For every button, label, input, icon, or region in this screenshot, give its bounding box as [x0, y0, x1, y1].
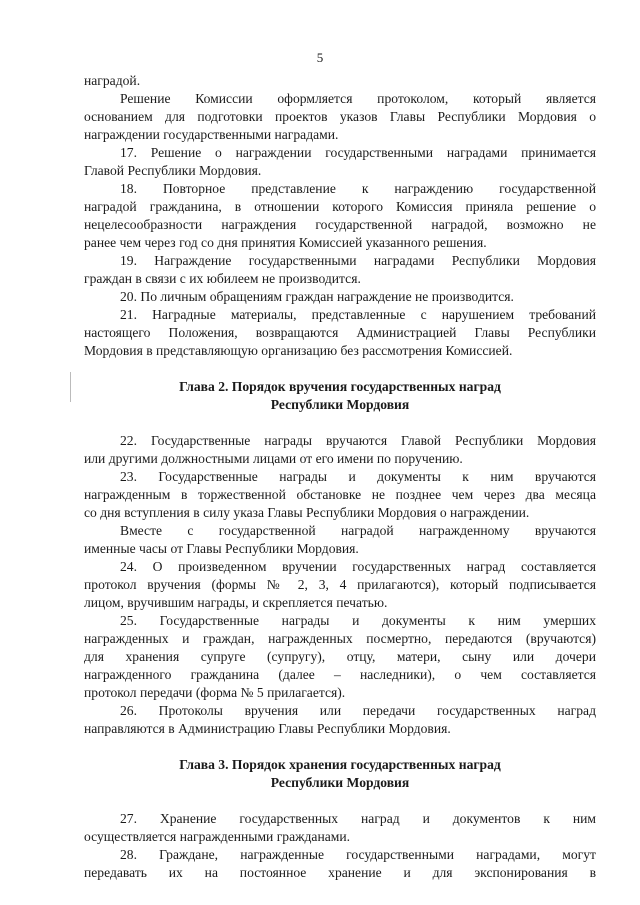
paragraph	[84, 468, 596, 522]
paragraph	[84, 702, 596, 738]
text-line: или другими должностными лицами от его имени по поручению.	[84, 451, 463, 466]
text-line: Мордовия в представляющую организацию без рассмотрения Комиссией.	[84, 343, 513, 358]
paragraph	[84, 432, 596, 468]
text-line: основанием для подготовки проектов указов Главы Республики Мордовия о	[84, 109, 596, 124]
text-line: 25. Государственные награды и документы к ним умерших	[120, 613, 596, 628]
paragraph	[84, 522, 596, 558]
paragraph	[84, 810, 596, 846]
text-line: протокол вручения (формы № 2, 3, 4 прилагаются), который подписывается	[84, 577, 596, 592]
text-line: наградой гражданина, в отношении которого Комиссия приняла решение о	[84, 199, 596, 214]
text-line: настоящего Положения, возвращаются Администрацией Главы Республики	[84, 325, 596, 340]
text-line: награжденным в торжественной обстановке не позднее чем через два месяца	[84, 487, 596, 502]
text-line: 21. Наградные материалы, представленные с нарушением требований	[120, 307, 596, 322]
text-line: 20. По личным обращениям граждан награждение не производится.	[120, 289, 514, 304]
text-line: 27. Хранение государственных наград и документов к ним	[120, 811, 596, 826]
text-line: Решение Комиссии оформляется протоколом, который является	[120, 91, 596, 106]
scan-margin-mark	[70, 372, 71, 402]
text-line: награждении государственными наградами.	[84, 127, 339, 142]
section-spacer	[84, 792, 596, 810]
text-line: Вместе с государственной наградой награжденному вручаются	[120, 523, 596, 538]
section-spacer	[84, 414, 596, 432]
paragraph	[84, 846, 596, 882]
heading-line: Глава 3. Порядок хранения государственных наград	[179, 757, 501, 772]
text-line: лицом, вручившим награды, и скрепляется печатью.	[84, 595, 388, 610]
text-line: Главой Республики Мордовия.	[84, 163, 262, 178]
text-line: именные часы от Главы Республики Мордовия.	[84, 541, 359, 556]
paragraph	[84, 144, 596, 180]
section-spacer	[84, 360, 596, 378]
text-line: граждан в связи с их юбилеем не производится.	[84, 271, 361, 286]
text-line: 18. Повторное представление к награждению государственной	[120, 181, 596, 196]
paragraph	[84, 252, 596, 288]
paragraph	[84, 288, 596, 306]
page-number: 5	[316, 50, 324, 65]
text-line: награжденного гражданина (далее – наследники), о чем составляется	[84, 667, 596, 682]
paragraph	[84, 180, 596, 252]
chapter-heading	[84, 378, 596, 414]
text-line: протокол передачи (форма № 5 прилагается).	[84, 685, 346, 700]
text-line: награжденных и граждан, награжденных посмертно, передаются (вручаются)	[84, 631, 596, 646]
text-line: 22. Государственные награды вручаются Главой Республики Мордовия	[120, 433, 596, 448]
text-line: ранее чем через год со дня принятия Комиссией указанного решения.	[84, 235, 487, 250]
text-line: наградой.	[84, 73, 141, 88]
paragraph	[84, 612, 596, 702]
text-line: со дня вступления в силу указа Главы Республики Мордовия о награждении.	[84, 505, 530, 520]
text-line: осуществляется награжденными гражданами.	[84, 829, 351, 844]
paragraph	[84, 90, 596, 144]
chapter-heading	[84, 756, 596, 792]
text-line: 24. О произведенном вручении государственных наград составляется	[120, 559, 596, 574]
text-line: 17. Решение о награждении государственными наградами принимается	[120, 145, 596, 160]
document-body	[84, 72, 596, 882]
text-line: 26. Протоколы вручения или передачи государственных наград	[120, 703, 596, 718]
heading-line: Республики Мордовия	[270, 397, 410, 412]
text-line: нецелесообразности награждения государственной наградой, возможно не	[84, 217, 596, 232]
text-line: передавать их на постоянное хранение и для экспонирования в	[84, 865, 596, 880]
heading-line: Глава 2. Порядок вручения государственных наград	[179, 379, 501, 394]
text-line: 19. Награждение государственными наградами Республики Мордовия	[120, 253, 596, 268]
paragraph	[84, 306, 596, 360]
paragraph	[84, 72, 596, 90]
section-spacer	[84, 738, 596, 756]
paragraph	[84, 558, 596, 612]
text-line: направляются в Администрацию Главы Республики Мордовия.	[84, 721, 451, 736]
text-line: для хранения супруге (супругу), отцу, матери, сыну или дочери	[84, 649, 596, 664]
text-line: 28. Граждане, награжденные государственными наградами, могут	[120, 847, 596, 862]
heading-line: Республики Мордовия	[270, 775, 410, 790]
text-line: 23. Государственные награды и документы к ним вручаются	[120, 469, 596, 484]
